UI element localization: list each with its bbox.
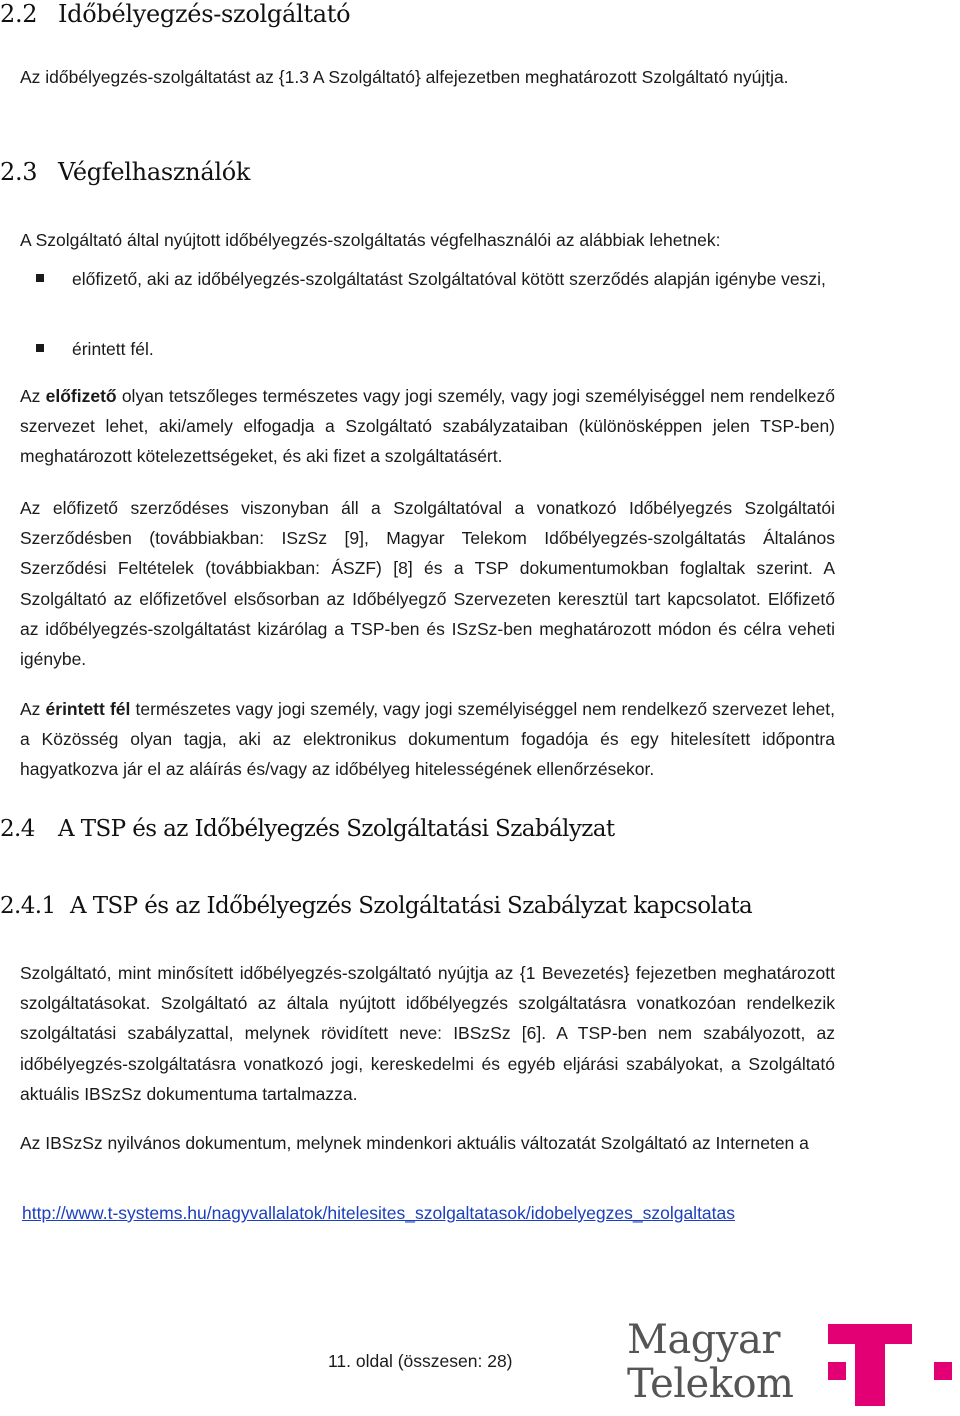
- logo-line: Telekom: [627, 1361, 794, 1407]
- section-number: 2.3: [0, 158, 38, 186]
- page-number: 11. oldal (összesen: 28): [328, 1351, 513, 1371]
- section-number: 2.4: [0, 816, 35, 842]
- section-number: 2.2: [0, 0, 38, 28]
- tsp-url-link[interactable]: http://www.t-systems.hu/nagyvallalatok/hitelesites_szolgaltatasok/idobelyegzes_szolgaltatas: [22, 1203, 736, 1223]
- list-item: [36, 334, 836, 364]
- paragraph-text: Az: [20, 386, 46, 406]
- section-title: Időbélyegzés-szolgáltató: [58, 0, 351, 28]
- logo-line: Magyar: [627, 1317, 780, 1363]
- paragraph-text: természetes vagy jogi személy, vagy jogi személyiséggel nem rendelkező szervezet lehet, a Közösség olyan tagja, aki az elektronikus dokumentum fogadója és egy hitelesített időpontra hagyatkozva jár el az aláírás és/vagy az időbélyeg hitelességének ellenőrzésekor.: [20, 699, 835, 780]
- paragraph: [20, 381, 835, 472]
- section-title: Végfelhasználók: [58, 158, 251, 186]
- paragraph: Az időbélyegzés-szolgáltatást az {1.3 A Szolgáltató} alfejezetben meghatározott Szolgáltató nyújtja.: [20, 67, 789, 87]
- paragraph: Szolgáltató, mint minősített időbélyegzés-szolgáltató nyújtja az {1 Bevezetés} fejezetben meghatározott szolgáltatásokat. Szolgáltató az általa nyújtott időbélyegzés szolgáltatásra vonatkozóan rendelkezik szolgáltatási szabályzattal, melynek rövidített neve: IBSzSz [6]. A TSP-ben nem szabályozott, az időbélyegzés-szolgáltatásra vonatkozó jogi, kereskedelmi és egyéb eljárási szabályokat, a Szolgáltató aktuális IBSzSz dokumentuma tartalmazza.: [20, 963, 835, 1104]
- defined-term: előfizető: [45, 386, 117, 406]
- section-title: A TSP és az Időbélyegzés Szolgáltatási Szabályzat kapcsolata: [70, 893, 753, 919]
- telekom-t-logo-icon: [828, 1324, 960, 1406]
- t-stem-shape: [855, 1324, 885, 1406]
- paragraph-text: Az: [20, 699, 46, 719]
- square-bullet-icon: [36, 344, 44, 352]
- t-dot-shape: [934, 1362, 952, 1380]
- section-heading-2-3: [0, 158, 250, 186]
- paragraph: [20, 694, 835, 785]
- section-heading-2-4-1: [0, 893, 752, 919]
- list-item-text: előfizető, aki az időbélyegzés-szolgáltatást Szolgáltatóval kötött szerződés alapján igénybe veszi,: [72, 269, 826, 289]
- paragraph: A Szolgáltató által nyújtott időbélyegzés-szolgáltatás végfelhasználói az alábbiak lehetnek:: [20, 230, 721, 250]
- section-heading-2-2: [0, 0, 350, 28]
- list-item-text: érintett fél.: [72, 339, 154, 359]
- paragraph: Az IBSzSz nyilvános dokumentum, melynek mindenkori aktuális változatát Szolgáltató az Interneten a: [20, 1133, 809, 1153]
- defined-term: érintett fél: [45, 699, 131, 719]
- section-heading-2-4: [0, 816, 614, 842]
- square-bullet-icon: [36, 274, 44, 282]
- section-number: 2.4.1: [0, 893, 56, 919]
- list-item: [36, 264, 836, 294]
- t-dot-shape: [828, 1362, 846, 1380]
- paragraph-text: olyan tetszőleges természetes vagy jogi személy, vagy jogi személyiséggel nem rendelkező szervezet lehet, aki/amely elfogadja a Szolgáltató szabályzataiban (különösképpen jelen TSP-ben) meghatározott kötelezettségeket, és aki fizet a szolgáltatásért.: [20, 386, 835, 467]
- paragraph: Az előfizető szerződéses viszonyban áll a Szolgáltatóval a vonatkozó Időbélyegzés Szolgáltatói Szerződésben (továbbiakban: ISzSz [9], Magyar Telekom Időbélyegzés-szolgáltatás Általános Szerződési Feltételek (továbbiakban: ÁSZF) [8] és a TSP dokumentumokban foglaltak szerint. A Szolgáltató az előfizetővel elsősorban az Időbélyegző Szervezeten keresztül tart kapcsolatot. Előfizető az időbélyegzés-szolgáltatást kizárólag a TSP-ben és ISzSz-ben meghatározott módon és célra veheti igénybe.: [20, 498, 835, 670]
- section-title: A TSP és az Időbélyegzés Szolgáltatási Szabályzat: [58, 816, 615, 842]
- magyar-telekom-logo-text: [627, 1318, 817, 1406]
